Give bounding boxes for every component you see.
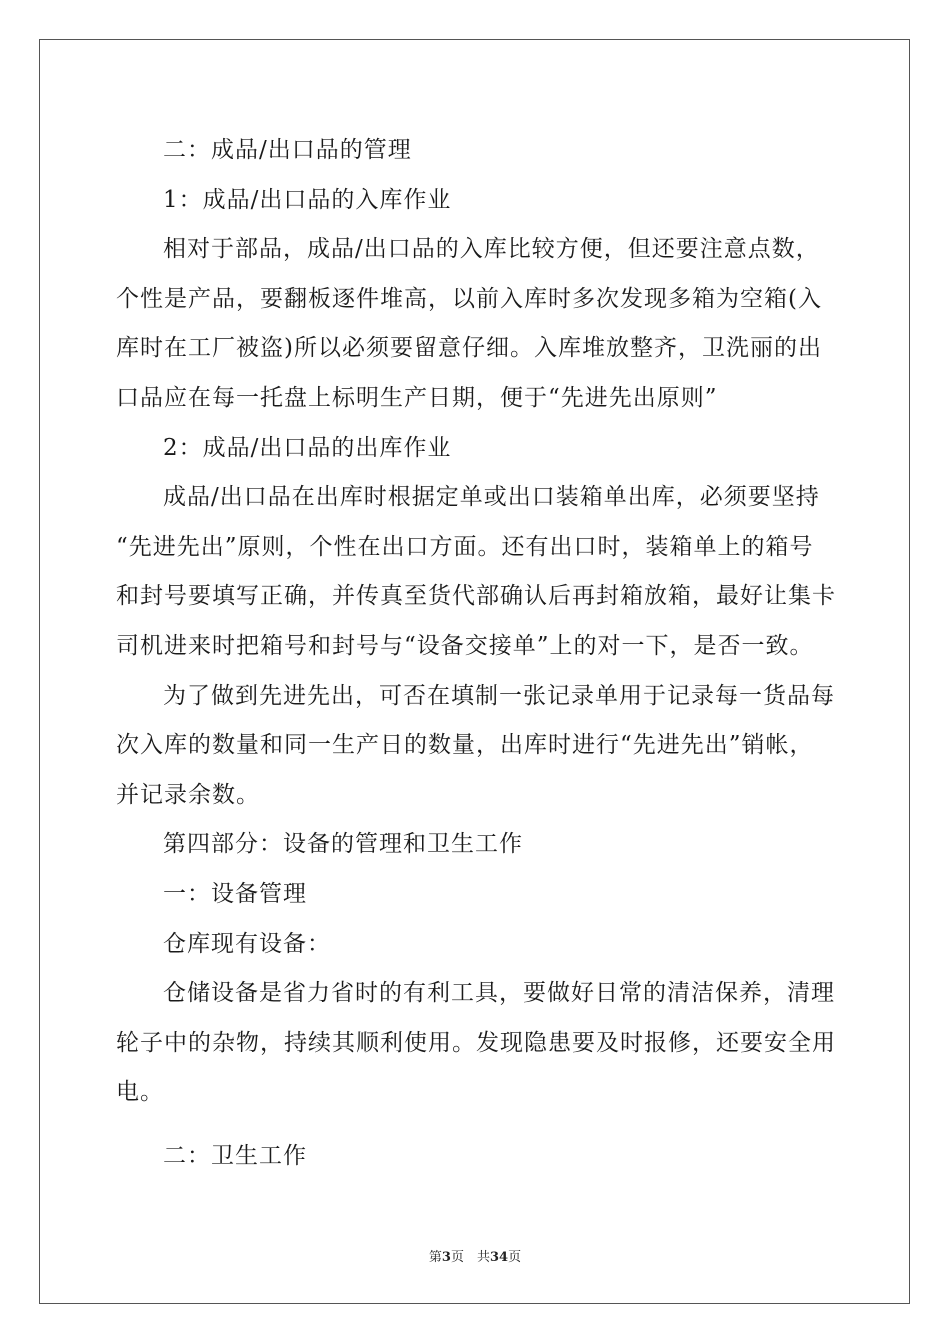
subsection-heading: 2：成品/出口品的出库作业 (163, 434, 452, 461)
paragraph-gap (116, 1118, 836, 1132)
section-heading: 二：卫生工作 (163, 1142, 307, 1169)
paragraph-line: “先进先出”原则，个性在出口方面。还有出口时，装箱单上的箱号 (116, 533, 814, 560)
paragraph-line: 个性是产品，要翻板逐件堆高，以前入库时多次发现多箱为空箱(入 (116, 285, 822, 312)
paragraph-line: 仓库现有设备： (163, 930, 331, 957)
footer-suffix: 页 (508, 1250, 522, 1265)
footer-page-number: 3 (441, 1250, 451, 1265)
paragraph-line: 并记录余数。 (116, 781, 260, 808)
footer-middle: 页 共 (450, 1250, 490, 1265)
paragraph-line: 相对于部品，成品/出口品的入库比较方便，但还要注意点数， (163, 236, 820, 263)
part-heading: 第四部分：设备的管理和卫生工作 (163, 831, 523, 858)
paragraph-line: 口品应在每一托盘上标明生产日期，便于“先进先出原则” (116, 384, 718, 411)
section-heading: 一：设备管理 (163, 880, 307, 907)
paragraph-line: 库时在工厂被盗)所以必须要留意仔细。入库堆放整齐，卫洗丽的出 (116, 335, 822, 362)
subsection-heading: 1：成品/出口品的入库作业 (163, 186, 452, 213)
footer-prefix: 第 (428, 1250, 442, 1265)
paragraph-line: 电。 (116, 1079, 164, 1106)
document-body (116, 126, 836, 1181)
section-heading: 二：成品/出口品的管理 (163, 137, 412, 163)
paragraph-line: 成品/出口品在出库时根据定单或出口装箱单出库，必须要坚持 (163, 484, 820, 511)
paragraph-line: 为了做到先进先出，可否在填制一张记录单用于记录每一货品每 (163, 682, 835, 709)
paragraph-line: 仓储设备是省力省时的有利工具，要做好日常的清洁保养，清理 (163, 980, 835, 1007)
paragraph-line: 司机进来时把箱号和封号与“设备交接单”上的对一下，是否一致。 (116, 632, 814, 659)
paragraph-line: 轮子中的杂物，持续其顺利使用。发现隐患要及时报修，还要安全用 (116, 1029, 836, 1056)
footer-total-pages: 34 (489, 1250, 509, 1265)
paragraph-line: 和封号要填写正确，并传真至货代部确认后再封箱放箱，最好让集卡 (116, 583, 836, 610)
paragraph-line: 次入库的数量和同一生产日的数量，出库时进行“先进先出”销帐， (116, 732, 814, 759)
page-footer (0, 1246, 950, 1265)
